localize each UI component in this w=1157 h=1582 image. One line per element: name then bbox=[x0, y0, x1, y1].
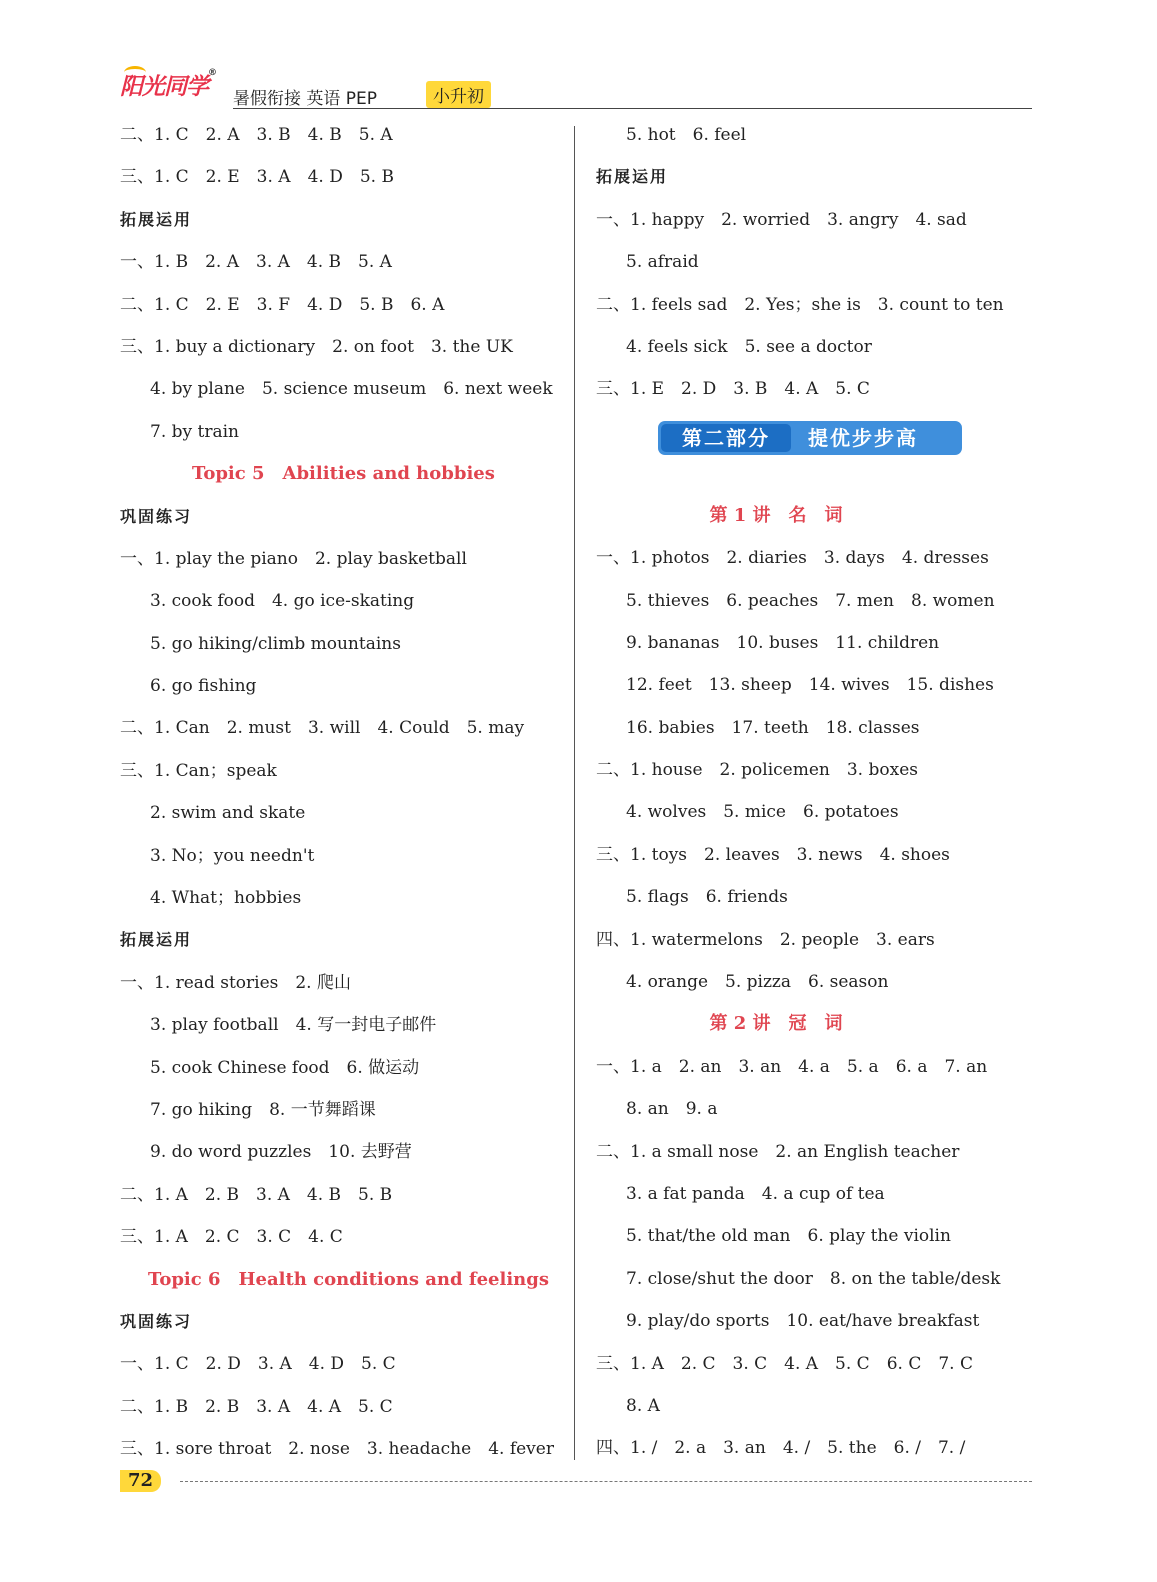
answer-line: 拓展运用 bbox=[596, 167, 669, 187]
answer-line: 一、1. happy 2. worried 3. angry 4. sad bbox=[596, 209, 967, 230]
answer-line: 三、1. E 2. D 3. B 4. A 5. C bbox=[596, 379, 870, 400]
answer-line: 三、1. C 2. E 3. A 4. D 5. B bbox=[120, 167, 394, 188]
left-column bbox=[120, 124, 560, 1481]
brand-logo bbox=[120, 68, 216, 101]
answer-line: 拓展运用 bbox=[120, 209, 193, 229]
part-title: 提优步步高 bbox=[808, 425, 918, 450]
logo-text: 阳光同学 bbox=[120, 74, 208, 100]
answer-line: 四、1. watermelons 2. people 3. ears bbox=[596, 929, 935, 950]
answer-line: 6. go fishing bbox=[150, 676, 257, 697]
answer-line: 三、1. toys 2. leaves 3. news 4. shoes bbox=[596, 844, 950, 865]
answer-line: 一、1. C 2. D 3. A 4. D 5. C bbox=[120, 1354, 396, 1375]
answer-line: 二、1. house 2. policemen 3. boxes bbox=[596, 760, 918, 781]
answer-line: 16. babies 17. teeth 18. classes bbox=[626, 717, 920, 738]
answer-line: 三、1. A 2. C 3. C 4. C bbox=[120, 1227, 343, 1248]
answer-line: 3. No；you needn't bbox=[150, 845, 315, 866]
answer-line: 巩固练习 bbox=[120, 506, 193, 526]
answer-line: 三、1. sore throat 2. nose 3. headache 4. fever bbox=[120, 1439, 554, 1460]
answer-line: 二、1. C 2. A 3. B 4. B 5. A bbox=[120, 125, 393, 145]
answer-line: 3. a fat panda 4. a cup of tea bbox=[626, 1183, 885, 1204]
answer-line: 三、1. A 2. C 3. C 4. A 5. C 6. C 7. C bbox=[596, 1353, 973, 1374]
page-number: 72 bbox=[120, 1470, 161, 1492]
answer-line: 二、1. Can 2. must 3. will 4. Could 5. may bbox=[120, 718, 525, 739]
answer-line: 巩固练习 bbox=[120, 1311, 193, 1331]
column-divider bbox=[574, 126, 575, 1460]
answer-line: 拓展运用 bbox=[120, 930, 193, 950]
answer-line: 9. play/do sports 10. eat/have breakfast bbox=[626, 1311, 980, 1332]
answer-line: 一、1. a 2. an 3. an 4. a 5. a 6. a 7. an bbox=[596, 1056, 988, 1077]
answer-line: 一、1. read stories 2. 爬山 bbox=[120, 972, 351, 993]
answer-line: 三、1. buy a dictionary 2. on foot 3. the UK bbox=[120, 336, 513, 357]
grade-badge: 小升初 bbox=[426, 81, 491, 108]
answer-line: 一、1. photos 2. diaries 3. days 4. dresses bbox=[596, 548, 989, 569]
answer-line: 2. swim and skate bbox=[150, 803, 306, 824]
answer-line: 4. wolves 5. mice 6. potatoes bbox=[626, 802, 899, 823]
answer-line: 3. cook food 4. go ice-skating bbox=[150, 591, 415, 612]
part-banner bbox=[658, 421, 962, 455]
answer-line: 7. go hiking 8. 一节舞蹈课 bbox=[150, 1099, 376, 1120]
book-title: 暑假衔接 英语 PEP bbox=[233, 89, 378, 109]
answer-line: 12. feet 13. sheep 14. wives 15. dishes bbox=[626, 675, 994, 696]
answer-line: 9. do word puzzles 10. 去野营 bbox=[150, 1142, 412, 1163]
answer-line: 5. flags 6. friends bbox=[626, 887, 788, 908]
answer-line: 5. cook Chinese food 6. 做运动 bbox=[150, 1057, 420, 1078]
answer-line: 7. by train bbox=[150, 421, 239, 442]
answer-line: 4. by plane 5. science museum 6. next week bbox=[150, 379, 553, 400]
answer-line: 一、1. B 2. A 3. A 4. B 5. A bbox=[120, 252, 392, 273]
answer-line: 二、1. B 2. B 3. A 4. A 5. C bbox=[120, 1396, 393, 1417]
answer-line: 8. A bbox=[626, 1395, 660, 1416]
sun-icon bbox=[124, 66, 146, 79]
answer-line: 9. bananas 10. buses 11. children bbox=[626, 632, 940, 653]
answer-line: 5. hot 6. feel bbox=[626, 125, 747, 145]
answer-line: 4. What；hobbies bbox=[150, 888, 302, 909]
page-footer bbox=[120, 1470, 1032, 1494]
answer-line: 7. close/shut the door 8. on the table/desk bbox=[626, 1268, 1001, 1289]
right-top-section bbox=[596, 124, 1036, 421]
answer-line: 二、1. a small nose 2. an English teacher bbox=[596, 1141, 960, 1162]
answer-line: 5. afraid bbox=[626, 252, 699, 273]
right-bottom-section bbox=[596, 505, 1036, 1480]
footer-dashed-rule bbox=[180, 1481, 1032, 1482]
answer-line: Topic 6 Health conditions and feelings bbox=[148, 1268, 549, 1290]
answer-line: 4. orange 5. pizza 6. season bbox=[626, 972, 889, 993]
answer-line: 四、1. / 2. a 3. an 4. / 5. the 6. / 7. / bbox=[596, 1438, 966, 1459]
answer-line: 8. an 9. a bbox=[626, 1099, 718, 1120]
answer-line: 一、1. play the piano 2. play basketball bbox=[120, 548, 467, 569]
answer-line: 第 1 讲 名 词 bbox=[709, 504, 843, 526]
answer-line: 二、1. feels sad 2. Yes；she is 3. count to ten bbox=[596, 294, 1004, 315]
header-rule bbox=[233, 108, 1032, 109]
answer-line: 三、1. Can；speak bbox=[120, 760, 277, 781]
answer-line: Topic 5 Abilities and hobbies bbox=[192, 463, 495, 485]
answer-line: 二、1. A 2. B 3. A 4. B 5. B bbox=[120, 1184, 393, 1205]
answer-line: 第 2 讲 冠 词 bbox=[709, 1013, 843, 1035]
page-header bbox=[120, 62, 1032, 110]
answer-line: 3. play football 4. 写一封电子邮件 bbox=[150, 1015, 437, 1036]
right-column bbox=[596, 124, 1036, 1480]
answer-line: 5. go hiking/climb mountains bbox=[150, 633, 401, 654]
answer-line: 5. that/the old man 6. play the violin bbox=[626, 1226, 951, 1247]
registered-mark: ® bbox=[208, 68, 216, 78]
part-banner-row bbox=[596, 421, 1036, 505]
part-label: 第二部分 bbox=[661, 424, 791, 452]
answer-line: 5. thieves 6. peaches 7. men 8. women bbox=[626, 590, 995, 611]
answer-line: 二、1. C 2. E 3. F 4. D 5. B 6. A bbox=[120, 294, 445, 315]
answer-line: 4. feels sick 5. see a doctor bbox=[626, 336, 872, 357]
